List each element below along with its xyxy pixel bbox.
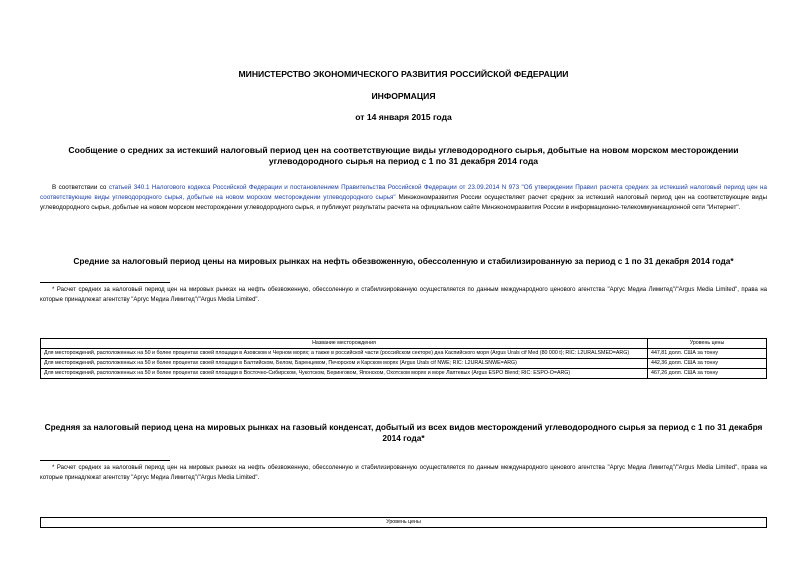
footnote-divider — [40, 460, 170, 461]
column-header-price: Уровень цены — [648, 339, 767, 349]
footnote-divider — [40, 282, 170, 283]
column-header-name: Название месторождения — [41, 339, 648, 349]
column-header-price: Уровень цены — [41, 518, 767, 528]
field-name-cell: Для месторождений, расположенных на 50 и более процентах своей площади в Балтийском, Белом, Баренцевом, Печорском и Карском морях (Argus Urals cif NWE; RIC: L2URALSNWE=ARG) — [41, 359, 648, 369]
condensate-section-heading: Средняя за налоговый период цена на мировых рынках на газовый конденсат, добытый из всех видов месторождений углеводородного сырья за период с 1 по 31 декабря 2014 года* — [44, 422, 763, 443]
price-cell: 442,36 долл. США за тонну — [648, 359, 767, 369]
table-row — [41, 349, 767, 359]
field-name-cell: Для месторождений, расположенных на 50 и более процентах своей площади в Азовском и Черном морях; а также в российской части (российском секторе) дна Каспийского моря (Argus Urals cif Med (80 000 t); RIC: L2URALSMED=ARG) — [41, 349, 648, 359]
ministry-heading: МИНИСТЕРСТВО ЭКОНОМИЧЕСКОГО РАЗВИТИЯ РОССИЙСКОЙ ФЕДЕРАЦИИ — [238, 69, 569, 79]
intro-text-start: В соответствии со — [52, 184, 109, 191]
condensate-price-table — [40, 517, 767, 528]
table-header-row — [41, 339, 767, 349]
condensate-footnote: * Расчет средних за налоговый период цен на мировых рынках на нефть обезвоженную, обессоленную и стабилизированную осуществляется по данным международного ценового агентства "Аргус Медиа Лимитед"/"Argus Media Limited", права на которые принадлежат агентству "Аргус Медиа Лимитед"/"Argus Media Limited". — [40, 465, 767, 481]
price-cell: 447,81 долл. США за тонну — [648, 349, 767, 359]
oil-price-table — [40, 338, 767, 379]
oil-footnote: * Расчет средних за налоговый период цен на мировых рынках на нефть обезвоженную, обессоленную и стабилизированную осуществляется по данным международного ценового агентства "Аргус Медиа Лимитед"/"Argus Media Limited", права на которые принадлежат агентству "Аргус Медиа Лимитед"/"Argus Media Limited". — [40, 287, 767, 303]
table-row — [41, 369, 767, 379]
doc-type-heading: ИНФОРМАЦИЯ — [371, 91, 436, 101]
oil-section-heading: Средние за налоговый период цены на мировых рынках на нефть обезвоженную, обессоленную и стабилизированную за период с 1 по 31 декабря 2014 года* — [73, 256, 734, 266]
doc-date: от 14 января 2015 года — [355, 112, 452, 122]
intro-text-end: Минэкономразвития России осуществляет расчет средних за истекший налоговый период цен на соответствующие виды углеводородного сырья, добытые на новом морском месторождении углеводородного сырья, и публикует результаты расчета на официальном сайте Минэкономразвития России в информационно-телекоммуникационной сети "Интернет". — [40, 194, 767, 211]
table-row — [41, 359, 767, 369]
intro-paragraph — [40, 183, 767, 213]
legal-reference-link[interactable]: статьей 340.1 Налогового кодекса Российской Федерации и постановлением Правительства Российской Федерации от 23.09.2014 N 973 "Об утверждении Правил расчета средних за истекший налоговый период цен на соответствующие виды углеводородного сырья, добытые на новом морском месторождении углеводородного сырья" — [40, 184, 767, 201]
field-name-cell: Для месторождений, расположенных на 50 и более процентах своей площади в Восточно-Сибирском, Чукотском, Беринговом, Японском, Охотском морях и море Лаптевых (Argus ESPO Blend; RIC: ESPO-O=ARG) — [41, 369, 648, 379]
table-header-row — [41, 518, 767, 528]
price-cell: 467,26 долл. США за тонну — [648, 369, 767, 379]
document-title: Сообщение о средних за истекший налоговый период цен на соответствующие виды углеводородного сырья, добытые на новом морском месторождении углеводородного сырья на период с 1 по 31 декабря 2014 года — [68, 145, 739, 166]
